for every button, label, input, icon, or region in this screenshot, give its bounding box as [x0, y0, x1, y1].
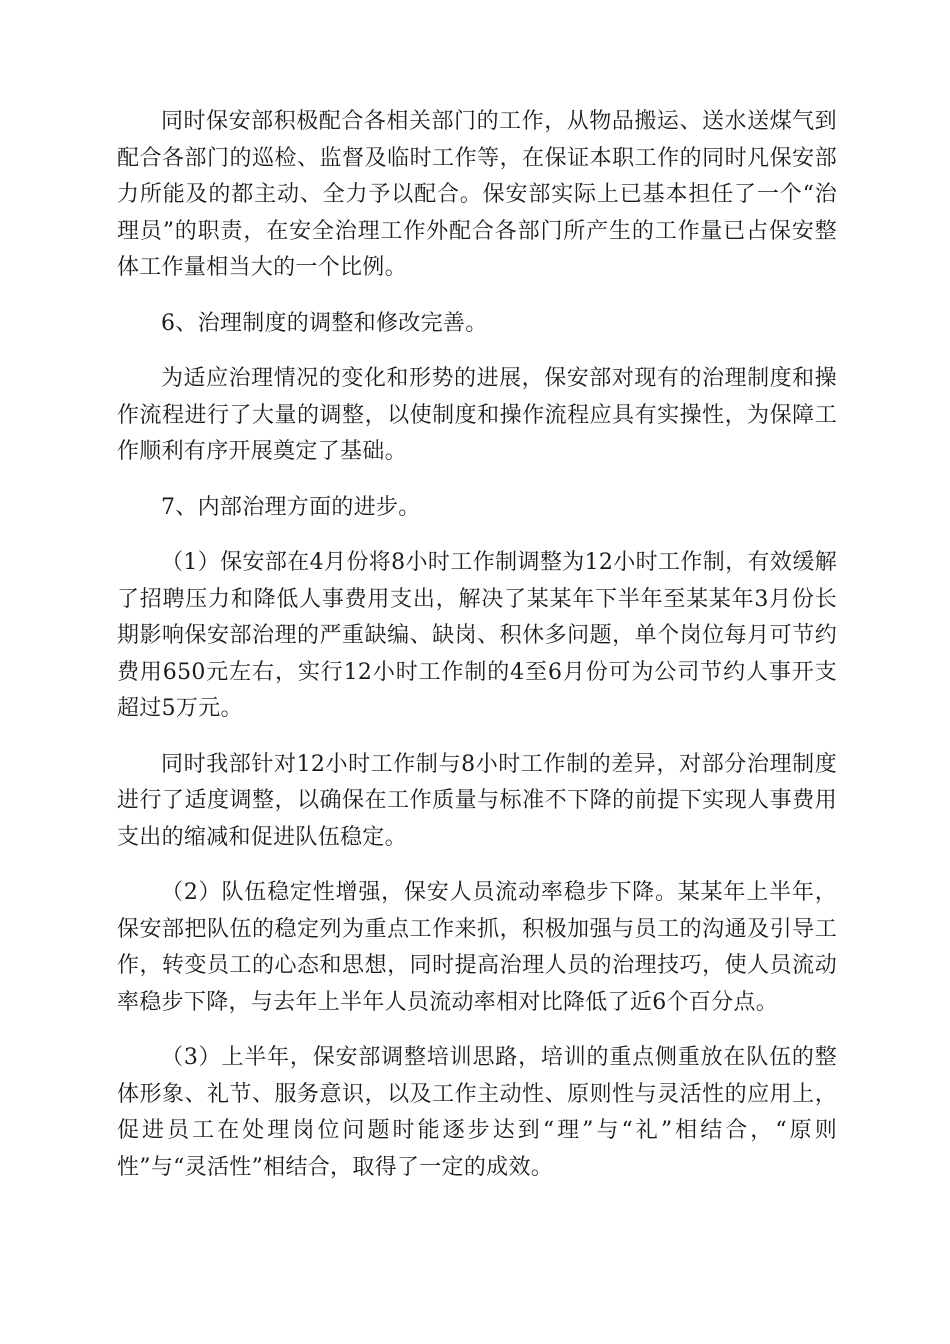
- paragraph-item-3: （3）上半年，保安部调整培训思路，培训的重点侧重放在队伍的整体形象、礼节、服务意识，以及工作主动性、原则性与灵活性的应用上，促进员工在处理岗位问题时能逐步达到“理”与“礼”相结合，“原则性”与“灵活性”相结合，取得了一定的成效。: [117, 1045, 837, 1180]
- section-heading-7: 7、内部治理方面的进步。: [161, 494, 421, 520]
- paragraph-work-system-difference: 同时我部针对12小时工作制与8小时工作制的差异，对部分治理制度进行了适度调整，以确保在工作质量与标准不下降的前提下实现人事费用支出的缩减和促进队伍稳定。: [117, 751, 837, 850]
- section-heading-6: 6、治理制度的调整和修改完善。: [161, 310, 488, 336]
- paragraph-system-adjustment: 为适应治理情况的变化和形势的进展，保安部对现有的治理制度和操作流程进行了大量的调整，以使制度和操作流程应具有实操性，为保障工作顺利有序开展奠定了基础。: [117, 366, 837, 464]
- paragraph-item-2: （2）队伍稳定性增强，保安人员流动率稳步下降。某某年上半年，保安部把队伍的稳定列为重点工作来抓，积极加强与员工的沟通及引导工作，转变员工的心态和思想，同时提高治理人员的治理技巧，使人员流动率稳步下降，与去年上半年人员流动率相对比降低了近6个百分点。: [117, 880, 837, 1015]
- paragraph-cooperation: 同时保安部积极配合各相关部门的工作，从物品搬运、送水送煤气到配合各部门的巡检、监督及临时工作等，在保证本职工作的同时凡保安部力所能及的都主动、全力予以配合。保安部实际上已基本担任了一个“治理员”的职责，在安全治理工作外配合各部门所产生的工作量已占保安整体工作量相当大的一个比例。: [117, 109, 837, 280]
- document-page: [117, 104, 837, 1205]
- paragraph-item-1: （1）保安部在4月份将8小时工作制调整为12小时工作制，有效缓解了招聘压力和降低人事费用支出，解决了某某年下半年至某某年3月份长期影响保安部治理的严重缺编、缺岗、积休多问题，单个岗位每月可节约费用650元左右，实行12小时工作制的4至6月份可为公司节约人事开支超过5万元。: [117, 550, 837, 721]
